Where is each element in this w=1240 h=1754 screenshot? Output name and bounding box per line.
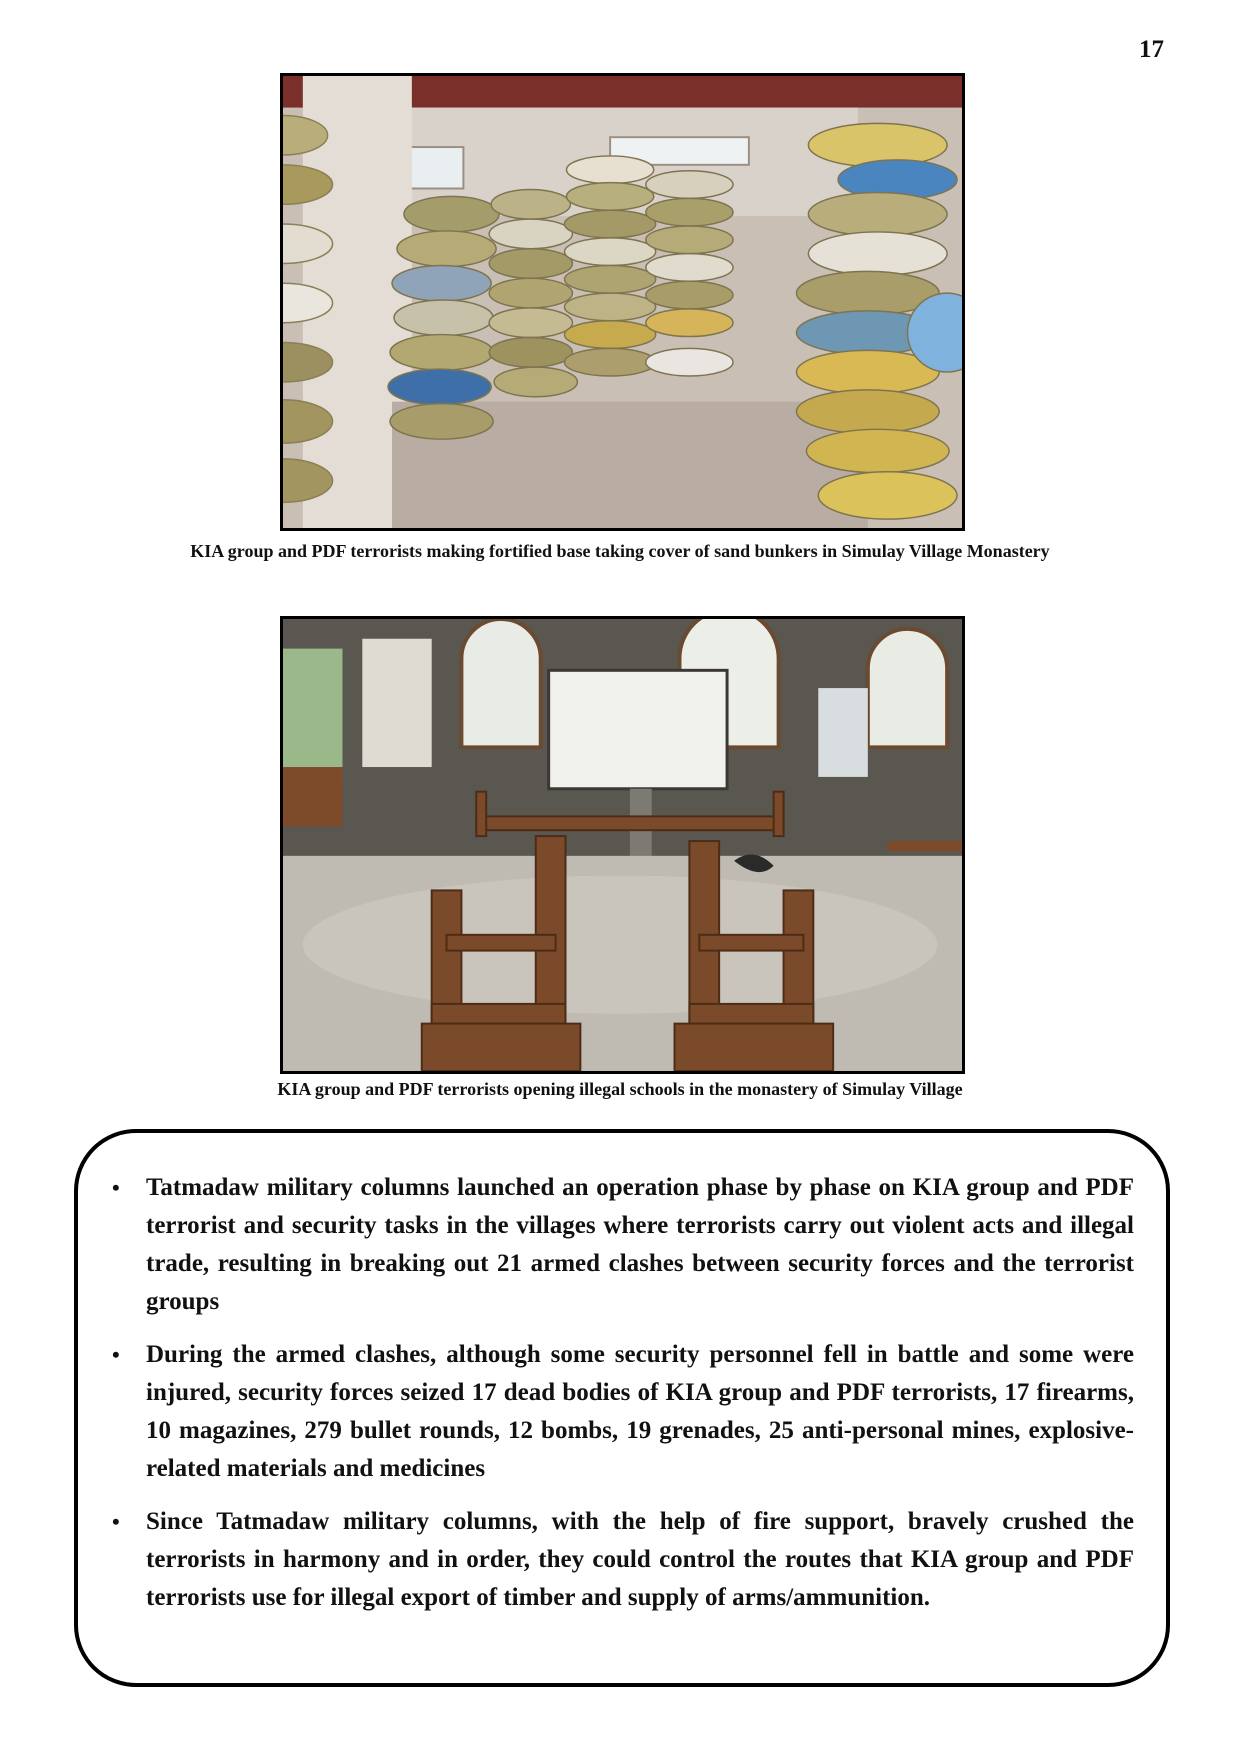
classroom-benches-photo — [280, 616, 965, 1074]
bullet-text: During the armed clashes, although some security personnel fell in battle and some were injured, security forces seized 17 dead bodies of KIA group and PDF terrorists, 17 firearms, 10 magazines, 279 bullet rounds, 12 bombs, 19 grenades, 25 anti-personal mines, explosive-related materials and medicines — [146, 1341, 1134, 1482]
bullet-text: Since Tatmadaw military columns, with the help of fire support, bravely crushed the terrorists in harmony and in order, they could control the routes that KIA group and PDF terrorists use for illegal export of timber and supply of arms/ammunition. — [146, 1508, 1134, 1611]
summary-box — [74, 1129, 1170, 1687]
bullet-dot-icon: • — [112, 1342, 120, 1367]
photo-caption: KIA group and PDF terrorists opening illegal schools in the monastery of Simulay Village — [277, 1079, 963, 1099]
summary-bullet-list — [110, 1169, 1134, 1617]
bullet-item — [110, 1169, 1134, 1321]
sandbag-bunker-photo — [280, 73, 965, 531]
bullet-item — [110, 1336, 1134, 1488]
bullet-dot-icon: • — [112, 1509, 120, 1534]
bullet-item — [110, 1503, 1134, 1617]
bullet-text: Tatmadaw military columns launched an operation phase by phase on KIA group and PDF terrorist and security tasks in the villages where terrorists carry out violent acts and illegal trade, resulting in breaking out 21 armed clashes between security forces and the terrorist groups — [146, 1174, 1134, 1315]
photo-caption: KIA group and PDF terrorists making fortified base taking cover of sand bunkers in Simulay Village Monastery — [190, 541, 1050, 561]
bullet-dot-icon: • — [112, 1175, 120, 1200]
page-number: 17 — [1139, 36, 1164, 63]
